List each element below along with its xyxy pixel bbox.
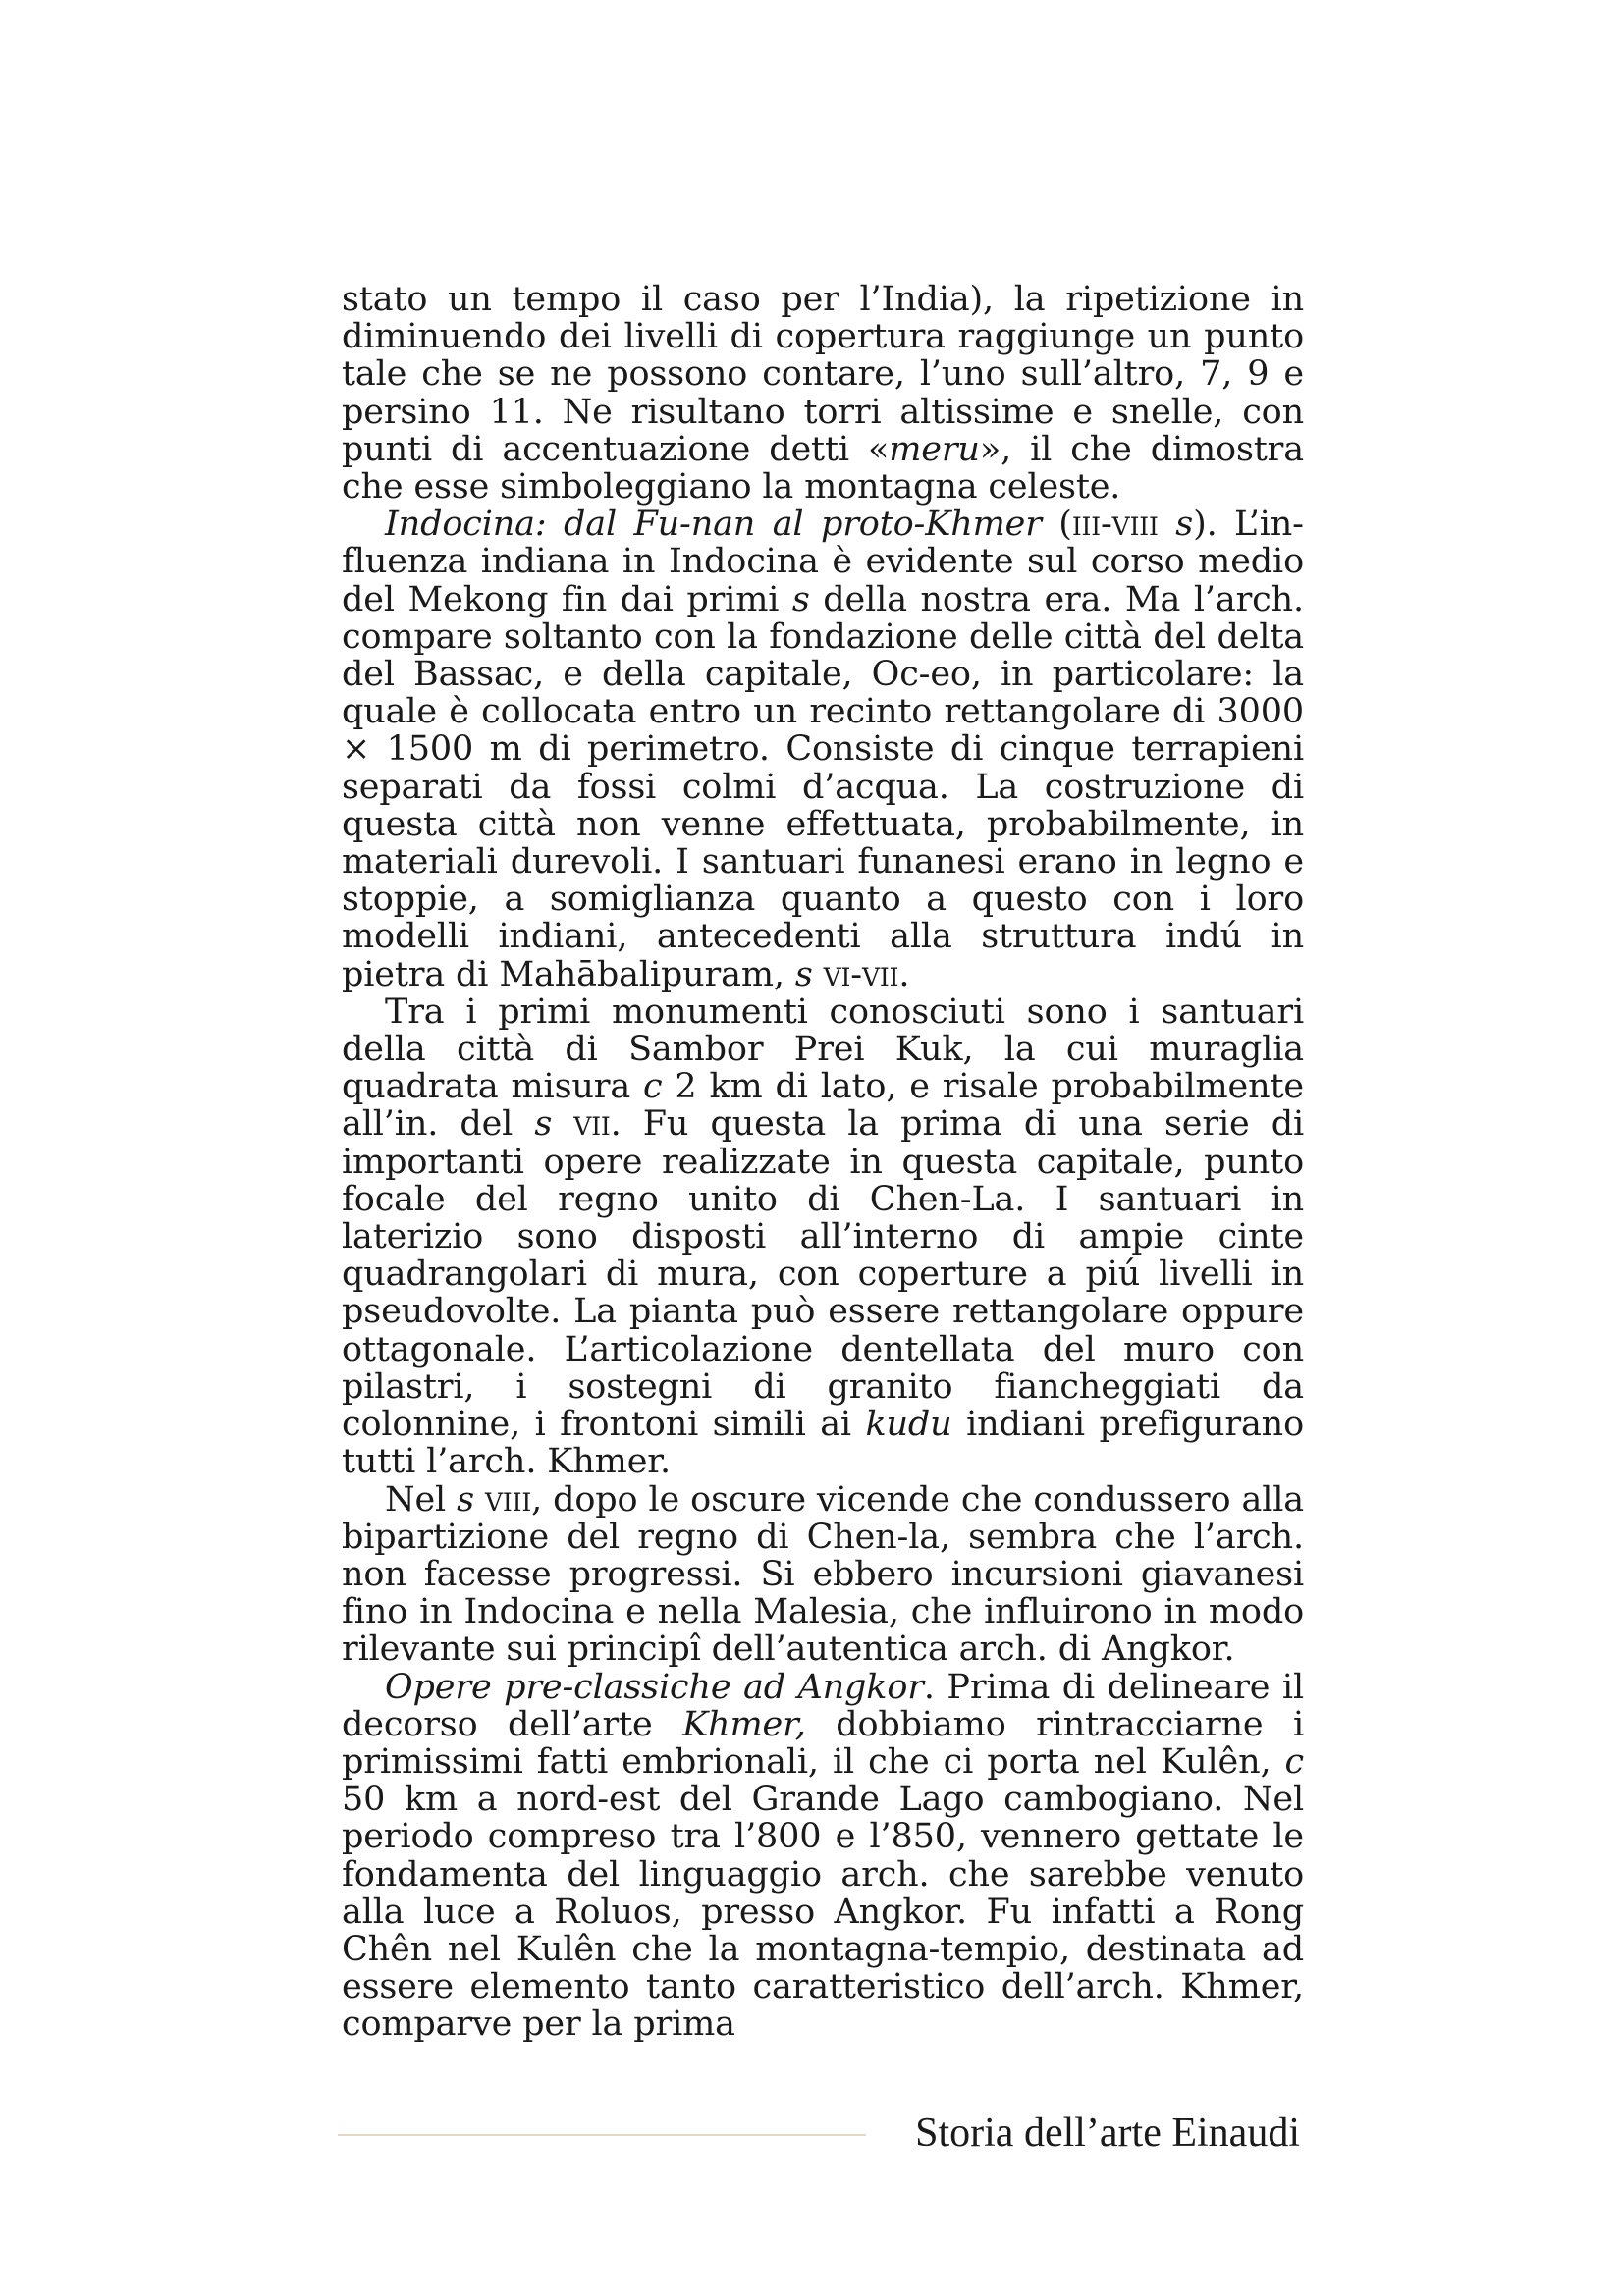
italic-run: s xyxy=(457,1479,474,1520)
text-run: indiani prefigurano tutti l’arch. Khmer. xyxy=(342,1405,1304,1482)
paragraph-sambor-prei-kuk xyxy=(342,993,1304,1481)
italic-run: Indocina: dal Fu-nan al proto-Khmer xyxy=(385,505,1042,545)
text-run: , dopo le oscure vicende che condussero alla bipartizione del regno di Chen-la, sembra che l’arch. non facesse progressi. Si ebbero incursioni giavanesi fino in Indocina e nella Malesia, che influirono in modo rilevante sui principî dell’autentica arch. di Angkor. xyxy=(342,1479,1304,1670)
italic-run: s xyxy=(791,579,810,619)
text-run xyxy=(813,955,824,994)
text-run: della nostra era. Ma l’arch. compare soltanto con la fondazione delle città del delta del Bassac, e della capitale, Oc-eo, in particolare: la quale è collocata entro un recinto rettangolare di 3000 × 1500 m di perimetro. Consiste di cinque terrapieni separati da fossi colmi d’acqua. La costruzione di questa città non venne effettuata, probabilmente, in materiali durevoli. I santuari funanesi erano in legno e stoppie, a somiglianza quanto a questo con i loro modelli indiani, antecedenti alla struttura indú in pietra di Mahābalipuram, xyxy=(342,579,1304,994)
text-run xyxy=(474,1480,485,1520)
text-run: Tra i primi monumenti conosciuti sono i santuari della città di Sambor Prei Kuk, la cui muraglia quadrata misura xyxy=(342,991,1304,1107)
text-run: stato un tempo il caso per l’India), la ripetizione in diminuendo dei livelli di copertura raggiunge un punto tale che se ne possono contare, l’uno sull’altro, 7, 9 e persino 11. Ne risultano torri altissime e snelle, con punti di accentuazione detti « xyxy=(342,280,1304,469)
text-run: Nel xyxy=(385,1479,458,1520)
italic-run: Khmer, xyxy=(682,1704,806,1744)
italic-run: meru xyxy=(889,429,980,469)
text-run: dobbiamo rintracciarne i primissimi fatti embrionali, il che ci porta nel Kulên, xyxy=(342,1704,1304,1782)
small-caps-run: iii-viii xyxy=(1071,505,1159,545)
italic-run: kudu xyxy=(865,1405,952,1445)
paragraph-continuation xyxy=(342,281,1304,506)
text-run: . xyxy=(898,954,910,994)
body-text xyxy=(342,281,1304,2044)
text-run: ( xyxy=(1041,505,1072,545)
text-run: ). L’influenza indiana in Indocina è evidente sul corso medio del Mekong fin dai primi xyxy=(342,505,1304,619)
small-caps-run: vii xyxy=(573,1104,611,1145)
text-run: 50 km a nord-est del Grande Lago cambogiano. Nel periodo compreso tra l’800 e l’850, vennero gettate le fondamenta del linguaggio arch. che sarebbe venuto alla luce a Roluos, presso Angkor. Fu infatti a Rong Chên nel Kulên che la montagna-tempio, destinata ad essere elemento tanto caratteristico dell’arch. Khmer, comparve per la prima xyxy=(342,1780,1304,2045)
text-run xyxy=(552,1104,573,1144)
italic-run: s xyxy=(1175,505,1194,545)
text-run: 2 km di lato, e risale probabilmente all’in. del xyxy=(342,1067,1304,1145)
small-caps-run: viii xyxy=(485,1479,532,1520)
text-run: . Prima di delineare il decorso dell’arte xyxy=(342,1667,1304,1744)
italic-run: c xyxy=(1284,1741,1304,1782)
italic-run: c xyxy=(643,1067,663,1107)
text-run: », il che dimostra che esse simboleggiano la montagna celeste. xyxy=(342,429,1304,507)
text-run: . Fu questa la prima di una serie di importanti opere realizzate in questa capitale, punto focale del regno unito di Chen-La. I santuari in laterizio sono disposti all’interno di ampie cinte quadrangolari di mura, con coperture a piú livelli in pseudovolte. La pianta può essere rettangolare oppure ottagonale. L’articolazione dentellata del muro con pilastri, i sostegni di granito fiancheggiati da colonnine, i frontoni simili ai xyxy=(342,1104,1304,1445)
paragraph-pre-classic-angkor xyxy=(342,1669,1304,2044)
footer-title: Storia dell’arte Einaudi xyxy=(915,2110,1300,2156)
footer-rule xyxy=(338,2134,866,2136)
italic-run: Opere pre-classiche ad Angkor xyxy=(385,1667,924,1707)
paragraph-viii-century xyxy=(342,1481,1304,1669)
italic-run: s xyxy=(534,1104,553,1145)
paragraph-indocina xyxy=(342,506,1304,993)
small-caps-run: vi-vii xyxy=(823,954,899,994)
italic-run: s xyxy=(794,954,813,994)
text-run xyxy=(1159,505,1176,544)
